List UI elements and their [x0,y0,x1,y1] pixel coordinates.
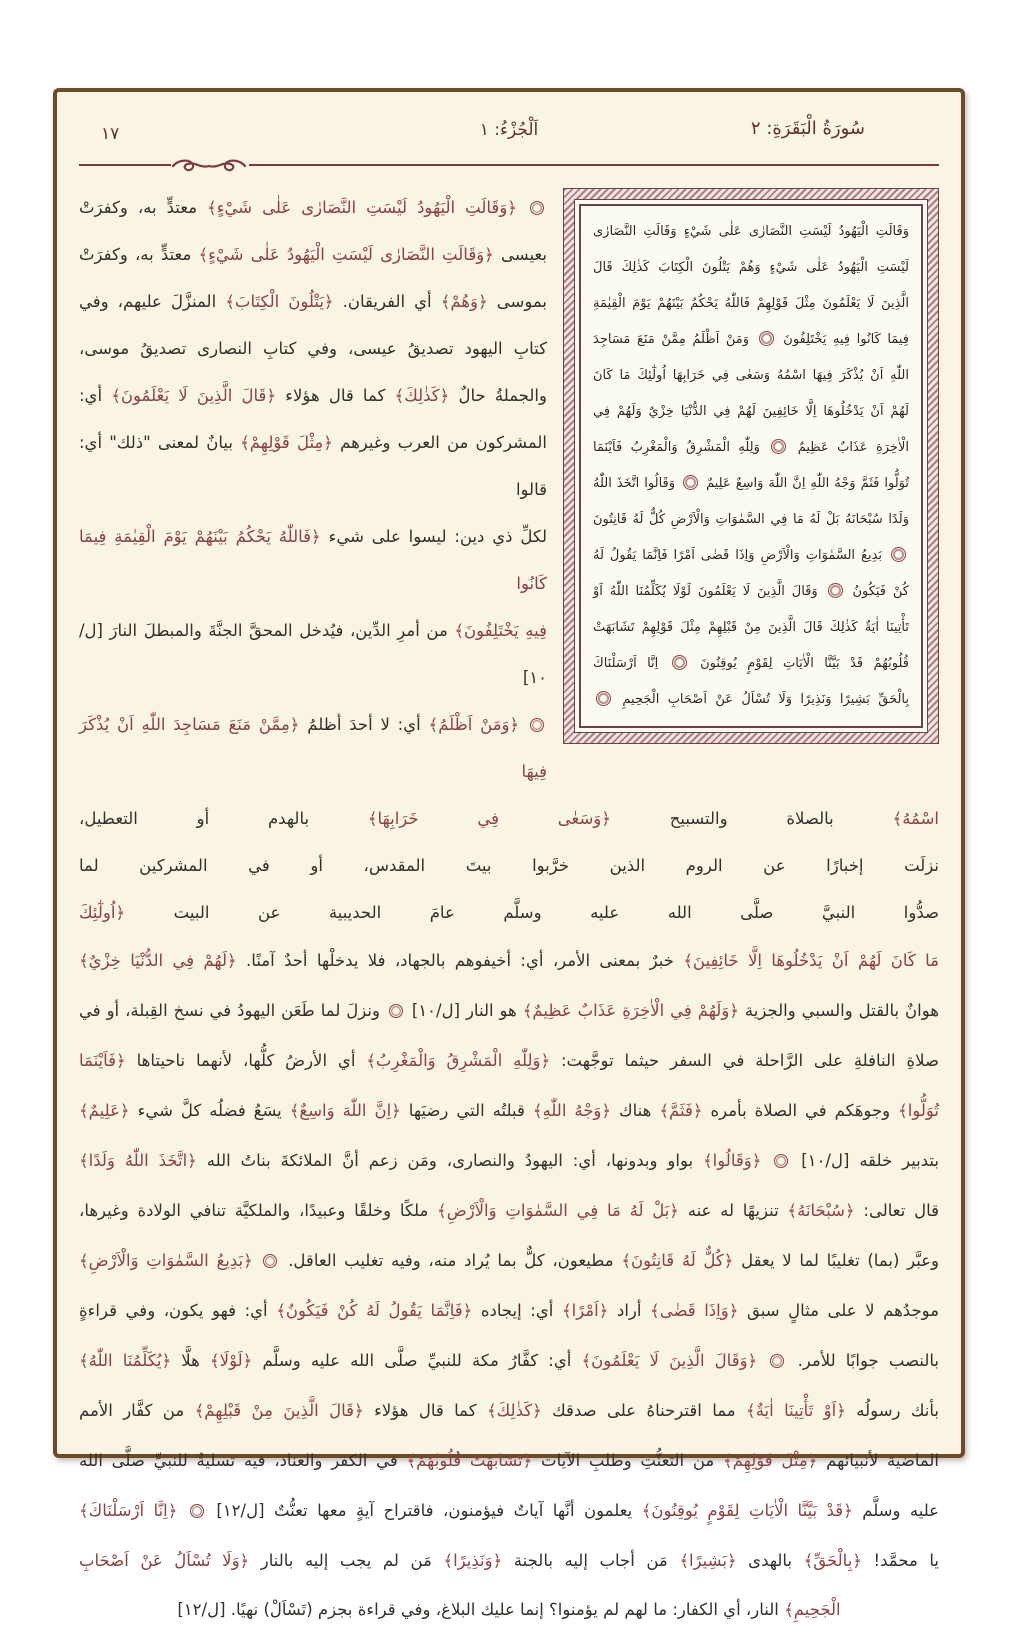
quran-box-inner-frame [574,199,928,733]
page-body [79,184,939,1634]
ayah-number-marker [774,1154,788,1168]
commentary-line: تُوَلُّوا﴾ وجوهَكم في الصلاة بأمره ﴿فَثَمَّ﴾ هناك ﴿وَجْهُ اللّٰهِ﴾ قبلتُه التي رضيَها ﴿اِنَّ اللّٰهَ وَاسِعٌ﴾ يسَعُ فضلُه كلَّ شيء ﴿عَلِيمٌ﴾ [79,1101,940,1120]
quran-line: اللّٰهِ اَنْ يُذْكَرَ فِيهَا اسْمُهُ وَسَعٰى فِي خَرَابِهَا اُولٰٓئِكَ مَا كَانَ [593,368,909,383]
quran-line: قُلُوبُهُمْ قَدْ بَيَّنَّا الْاٰيَاتِ لِقَوْمٍ يُوقِنُونَ اِنَّا اَرْسَلْنَاكَ [593,656,909,671]
commentary-line: لكلِّ ذي دين: ليسوا على شيء ﴿فَاللّٰهُ يَحْكُمُ بَيْنَهُمْ يَوْمَ الْقِيٰمَةِ فِيمَا كَانُوا [79,527,547,593]
quran-line: الَّذِينَ لَا يَعْلَمُونَ مِثْلَ قَوْلِهِمْ فَاللّٰهُ يَحْكُمُ بَيْنَهُمْ يَوْمَ الْقِيٰمَةِ [593,296,909,311]
commentary-line: قال تعالى: ﴿سُبْحَانَهُ﴾ تنزيهًا له عنه ﴿بَلْ لَهُ مَا فِي السَّمٰوَاتِ وَالْاَرْضِ﴾ ملكًا وخلقًا وعبيدًا، والملكيَّة تنافي الولادة وغيرها، [79,1201,940,1220]
ayah-end-marker [759,331,774,346]
ayah-end-marker [891,547,906,562]
ayah-number-marker [770,1354,784,1368]
book-page [53,88,965,1619]
header-rule [79,156,939,174]
commentary-line: عليه وسلَّم ﴿قَدْ بَيَّنَّا الْاٰيَاتِ لِقَوْمٍ يُوقِنُونَ﴾ يعلمون أنَّها آياتٌ فيؤمنون، فاقتراح آيةٍ معها تعنُّتٌ [ل/١٢] ﴿اِنَّا اَرْسَلْنَاكَ﴾ [79,1501,940,1520]
commentary-line: بعيسى ﴿وَقَالَتِ النَّصَارٰى لَيْسَتِ الْيَهُودُ عَلٰى شَيْءٍ﴾ معتدٍّ به، وكفرَتْ [79,245,547,264]
commentary-line: اسْمُهُ﴾ بالصلاة والتسبيح ﴿وَسَعٰى فِي خَرَابِهَا﴾ بالهدم أو التعطيل، [79,809,939,828]
ayah-number-marker [530,718,544,732]
quran-text-area [579,204,923,728]
ayah-number-marker [263,1254,277,1268]
juz-title: اَلْجُزْءُ: ١ [479,120,539,140]
commentary-line: صدُّوا النبيَّ صلَّى الله عليه وسلَّم عامَ الحديبية عن البيت ﴿اُولٰٓئِكَ [79,903,939,922]
quran-line: الْاٰخِرَةِ عَذَابٌ عَظِيمٌ وَلِلّٰهِ الْمَشْرِقُ وَالْمَغْرِبُ فَاَيْنَمَا [593,440,909,455]
commentary-line: كتابِ اليهود تصديقُ عيسى، وفي كتابِ النصارى تصديقُ موسى، [79,339,547,358]
quran-line: لَيْسَتِ الْيَهُودُ عَلٰى شَيْءٍ وَهُمْ يَتْلُونَ الْكِتَابَ كَذٰلِكَ قَالَ [593,260,909,275]
commentary-line: الماضية لأنبيائهم ﴿مِثْلَ قَوْلِهِمْ﴾ من التعنُّتِ وطلبِ الآيات ﴿تَشَابَهَتْ قُلُوبُهُمْ﴾ في الكفر والعناد، فيه تسليةٌ للنبيِّ صلَّى الله [79,1451,940,1470]
page-header [57,100,961,156]
commentary-line: مَا كَانَ لَهُمْ اَنْ يَدْخُلُوهَا اِلَّا خَائِفِينَ﴾ خبرٌ بمعنى الأمر، أي: أخيفوهم بالجهاد، فلا يدخلْها أحدٌ آمنًا. ﴿لَهُمْ فِي الدُّنْيَا خِزْيٌ﴾ [79,951,940,970]
commentary-line: موجدُهم لا على مثالٍ سبق ﴿وَاِذَا قَضٰى﴾ أراد ﴿اَمْرًا﴾ أي: إيجاده ﴿فَاِنَّمَا يَقُولُ لَهُ كُنْ فَيَكُونُ﴾ أي: فهو يكون، وفي قراءةٍ [79,1301,940,1320]
commentary-line: صلاةِ النافلةِ على الرَّاحلة في السفر حيثما توجَّهت: ﴿وَلِلّٰهِ الْمَشْرِقُ وَالْمَغْرِبُ﴾ أي الأرضُ كلُّها، لأنهما ناحيتاها ﴿فَاَيْنَمَا [79,1051,939,1070]
header-rule-left [79,164,171,166]
commentary-full-width [79,936,939,1586]
commentary-line: المشركون من العرب وغيرهم ﴿مِثْلَ قَوْلِهِمْ﴾ بيانٌ لمعنى "ذلك" أي: قالوا [79,433,547,499]
quran-line: فِيمَا كَانُوا فِيهِ يَخْتَلِفُونَ وَمَنْ اَظْلَمُ مِمَّنْ مَنَعَ مَسَاجِدَ [593,332,910,347]
ayah-end-marker [596,691,611,706]
quran-line: تَأْتِينَا اٰيَةٌ كَذٰلِكَ قَالَ الَّذِينَ مِنْ قَبْلِهِمْ مِثْلَ قَوْلِهِمْ تَشَابَهَتْ [593,620,909,635]
ayah-end-marker [828,583,843,598]
quran-line: كُنْ فَيَكُونُ وَقَالَ الَّذِينَ لَا يَعْلَمُونَ لَوْلَا يُكَلِّمُنَا اللّٰهُ اَوْ [593,584,909,599]
header-ornament-icon [169,157,249,175]
commentary-line: هوانٌ بالقتل والسبي والجزية ﴿وَلَهُمْ فِي الْاٰخِرَةِ عَذَابٌ عَظِيمٌ﴾ هو النار [ل/١٠] ونزلَ لما طَعَن اليهودُ في نسخ القِبلة، أو في [79,1001,939,1020]
quran-line: وَقَالَتِ الْيَهُودُ لَيْسَتِ النَّصَارٰى عَلٰى شَيْءٍ وَقَالَتِ النَّصَارٰى [593,224,909,239]
quran-verse-box [563,188,939,744]
commentary-line: بتدبير خلقه [ل/١٠] ﴿وَقَالُوا﴾ بواو وبدونها، أي: اليهودُ والنصارى، ومَن زعم أنَّ الملائكةَ بناتُ الله ﴿اتَّخَذَ اللّٰهُ وَلَدًا﴾ [79,1151,939,1170]
commentary-line: نزلَت إخبارًا عن الروم الذين خرَّبوا بيتَ المقدس، أو في المشركين لما [79,856,939,875]
quran-line: لَهُمْ اَنْ يَدْخُلُوهَا اِلَّا خَائِفِينَ لَهُمْ فِي الدُّنْيَا خِزْيٌ وَلَهُمْ فِي [593,404,909,419]
commentary-line: والجملةُ حالٌ ﴿كَذٰلِكَ﴾ كما قال هؤلاء ﴿قَالَ الَّذِينَ لَا يَعْلَمُونَ﴾ أي: [79,386,547,405]
commentary-line: يا محمَّد! ﴿بِالْحَقِّ﴾ بالهدى ﴿بَشِيرًا﴾ مَن أجاب إليه بالجنة ﴿وَنَذِيرًا﴾ مَن لم يجب إليه بالنار ﴿وَلَا تُسْاَلُ عَنْ اَصْحَابِ [79,1551,939,1570]
ayah-end-marker [771,439,786,454]
ayah-number-marker [389,1004,403,1018]
commentary-line: بالنصب جوابًا للأمر. ﴿وَقَالَ الَّذِينَ لَا يَعْلَمُونَ﴾ أي: كفَّارُ مكة للنبيِّ صلَّى الله عليه وسلَّم ﴿لَوْلَا﴾ هلَّا ﴿يُكَلِّمُنَا اللّٰهُ﴾ [79,1351,940,1370]
ayah-end-marker [672,655,687,670]
commentary-line: فِيهِ يَخْتَلِفُونَ﴾ من أمرِ الدِّين، فيُدخل المحقَّ الجنَّةَ والمبطلَ النارَ [ل/١٠] [79,621,547,687]
commentary-line: ﴿وَمَنْ اَظْلَمُ﴾ أي: لا أحدَ أظلمُ ﴿مِمَّنْ مَنَعَ مَسَاجِدَ اللّٰهِ اَنْ يُذْكَرَ فِيهَا [79,715,547,781]
commentary-line: بأنك رسولُه ﴿اَوْ تَأْتِينَا اٰيَةٌ﴾ مما اقترحناهُ على صدقك ﴿كَذٰلِكَ﴾ كما قال هؤلاء ﴿قَالَ الَّذِينَ مِنْ قَبْلِهِمْ﴾ من كفَّار الأمم [79,1401,939,1420]
ayah-number-marker [530,201,544,215]
commentary-line: بموسى ﴿وَهُمْ﴾ أي الفريقان. ﴿يَتْلُونَ الْكِتَابَ﴾ المنزَّلَ عليهم، وفي [79,292,548,311]
commentary-last-line: الْجَحِيمِ﴾ النار، أي الكفار: ما لهم لم يؤمنوا؟ إنما عليك البلاغ، وفي قراءة بجزم (تَسْاَلْ) نهيًا. [ل/١٢] [177,1600,841,1619]
quran-line: بَدِيعُ السَّمٰوَاتِ وَالْاَرْضِ وَاِذَا قَضٰى اَمْرًا فَاِنَّمَا يَقُولُ لَهُ [593,538,909,574]
commentary-line: ﴿وَقَالَتِ الْيَهُودُ لَيْسَتِ النَّصَارٰى عَلٰى شَيْءٍ﴾ معتدٍّ به، وكفرَتْ [79,184,939,231]
surah-title: سُورَةُ الْبَقَرَةِ: ٢ [750,118,865,139]
quran-line: بِالْحَقِّ بَشِيرًا وَنَذِيرًا وَلَا تُسْاَلُ عَنْ اَصْحَابِ الْجَحِيمِ [593,682,909,718]
quran-line: تُوَلُّوا فَثَمَّ وَجْهُ اللّٰهِ اِنَّ اللّٰهَ وَاسِعٌ عَلِيمٌ وَقَالُوا اتَّخَذَ اللّٰهُ [593,476,909,491]
ayah-number-marker [190,1504,204,1518]
header-rule-right [249,164,939,166]
commentary-line: وعبَّر (بما) تغليبًا لما لا يعقل ﴿كُلٌّ لَهُ قَانِتُونَ﴾ مطيعون، كلٌّ بما يُراد منه، وفيه تغليب العاقل. ﴿بَدِيعُ السَّمٰوَاتِ وَالْاَرْضِ﴾ [79,1251,940,1270]
quran-line: وَلَدًا سُبْحَانَهُ بَلْ لَهُ مَا فِي السَّمٰوَاتِ وَالْاَرْضِ كُلٌّ لَهُ قَانِتُونَ [593,512,909,527]
page-number: ١٧ [101,124,120,144]
ayah-end-marker [683,475,698,490]
